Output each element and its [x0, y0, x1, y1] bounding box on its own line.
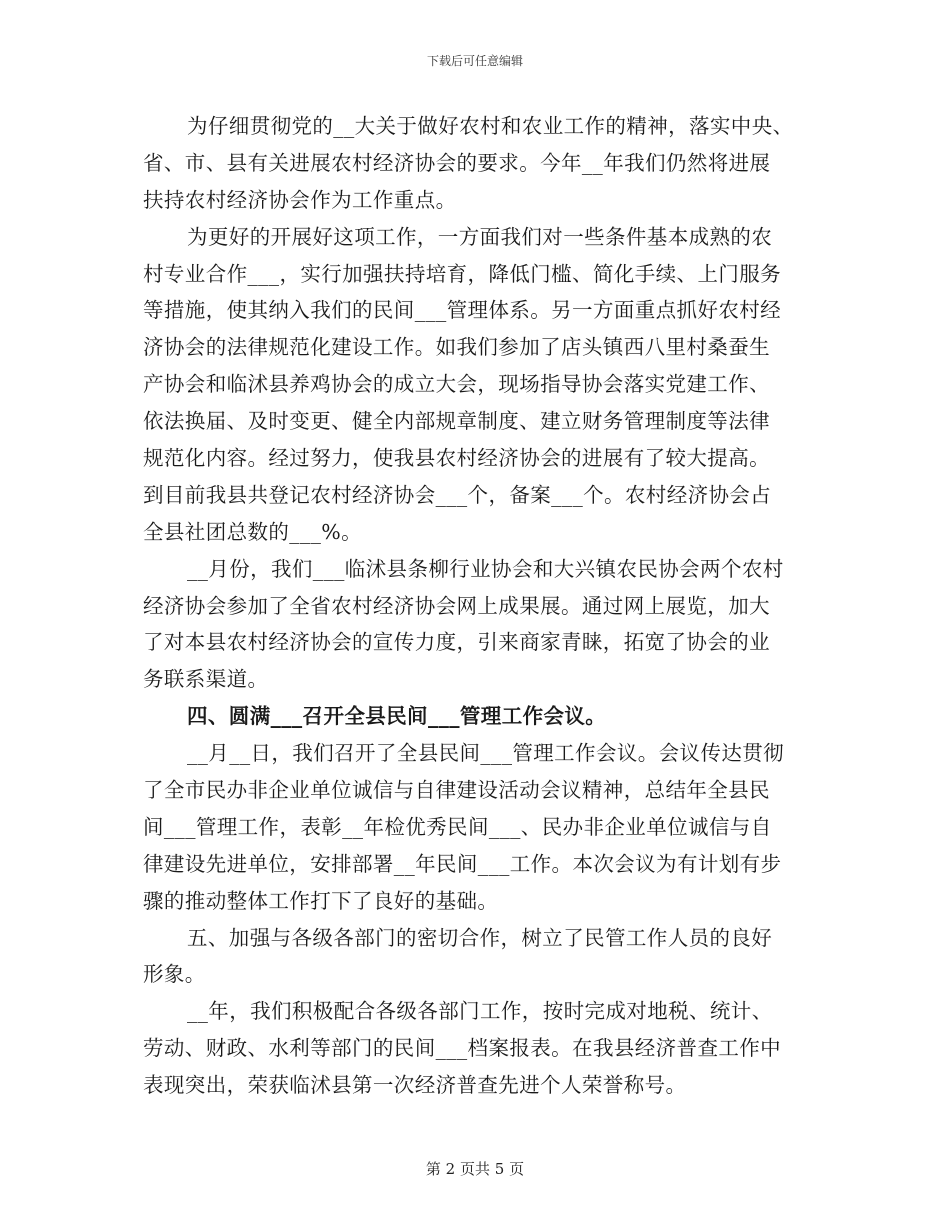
- paragraph-line: __月份，我们___临沭县条柳行业协会和大兴镇农民协会两个农村: [187, 556, 784, 581]
- paragraph-line: 务联系渠道。: [143, 667, 269, 692]
- paragraph-line: 省、市、县有关进展农村经济协会的要求。今年__年我们仍然将进展: [143, 150, 771, 175]
- paragraph-line: 村专业合作___，实行加强扶持培育，降低门槛、简化手续、上门服务: [143, 261, 782, 286]
- page-header: 下载后可任意编辑: [426, 54, 523, 68]
- document-body: [143, 108, 807, 1104]
- paragraph-line: 骤的推动整体工作打下了良好的基础。: [143, 888, 499, 913]
- paragraph-line: 到目前我县共登记农村经济协会___个，备案___个。农村经济协会占: [143, 482, 772, 507]
- paragraph-line: 了全市民办非企业单位诚信与自律建设活动会议精神，总结年全县民: [143, 778, 770, 803]
- section-heading: 四、圆满___召开全县民间___管理工作会议。: [187, 704, 607, 729]
- paragraph-line: 产协会和临沭县养鸡协会的成立大会，现场指导协会落实党建工作、: [143, 372, 770, 397]
- section-heading: 五、加强与各级各部门的密切合作，树立了民管工作人员的良好: [187, 925, 773, 950]
- paragraph-line: 经济协会参加了全省农村经济协会网上成果展。通过网上展览，加大: [143, 593, 770, 618]
- paragraph-line: 规范化内容。经过努力，使我县农村经济协会的进展有了较大提高。: [143, 446, 770, 471]
- paragraph-line: 劳动、财政、水利等部门的民间___档案报表。在我县经济普查工作中: [143, 1036, 782, 1061]
- paragraph-line: 表现突出，荣获临沭县第一次经济普查先进个人荣誉称号。: [143, 1073, 687, 1098]
- paragraph-line: 为更好的开展好这项工作，一方面我们对一些条件基本成熟的农: [187, 224, 773, 249]
- paragraph-line: 全县社团总数的___%。: [143, 519, 363, 544]
- paragraph-line: 间___管理工作，表彰__年检优秀民间___、民办非企业单位诚信与自: [143, 814, 772, 839]
- paragraph-line: 扶持农村经济协会作为工作重点。: [143, 187, 457, 212]
- paragraph-line: 了对本县农村经济协会的宣传力度，引来商家青睐，拓宽了协会的业: [143, 630, 770, 655]
- paragraph-line: 济协会的法律规范化建设工作。如我们参加了店头镇西八里村桑蚕生: [143, 335, 770, 360]
- paragraph-line: 为仔细贯彻党的__大关于做好农村和农业工作的精神，落实中央、: [187, 114, 794, 138]
- section-heading-continued: 形象。: [143, 962, 206, 987]
- paragraph-line: 等措施，使其纳入我们的民间___管理体系。另一方面重点抓好农村经: [143, 298, 782, 323]
- paragraph-line: 律建设先进单位，安排部署__年民间___工作。本次会议为有计划有步: [143, 851, 782, 876]
- paragraph-line: __年，我们积极配合各级各部门工作，按时完成对地税、统计、: [187, 999, 773, 1024]
- paragraph-line: 依法换届、及时变更、健全内部规章制度、建立财务管理制度等法律: [143, 409, 770, 434]
- page-footer: 第 2 页共 5 页: [425, 1160, 525, 1178]
- paragraph-line: __月__日，我们召开了全县民间___管理工作会议。会议传达贯彻: [187, 741, 785, 766]
